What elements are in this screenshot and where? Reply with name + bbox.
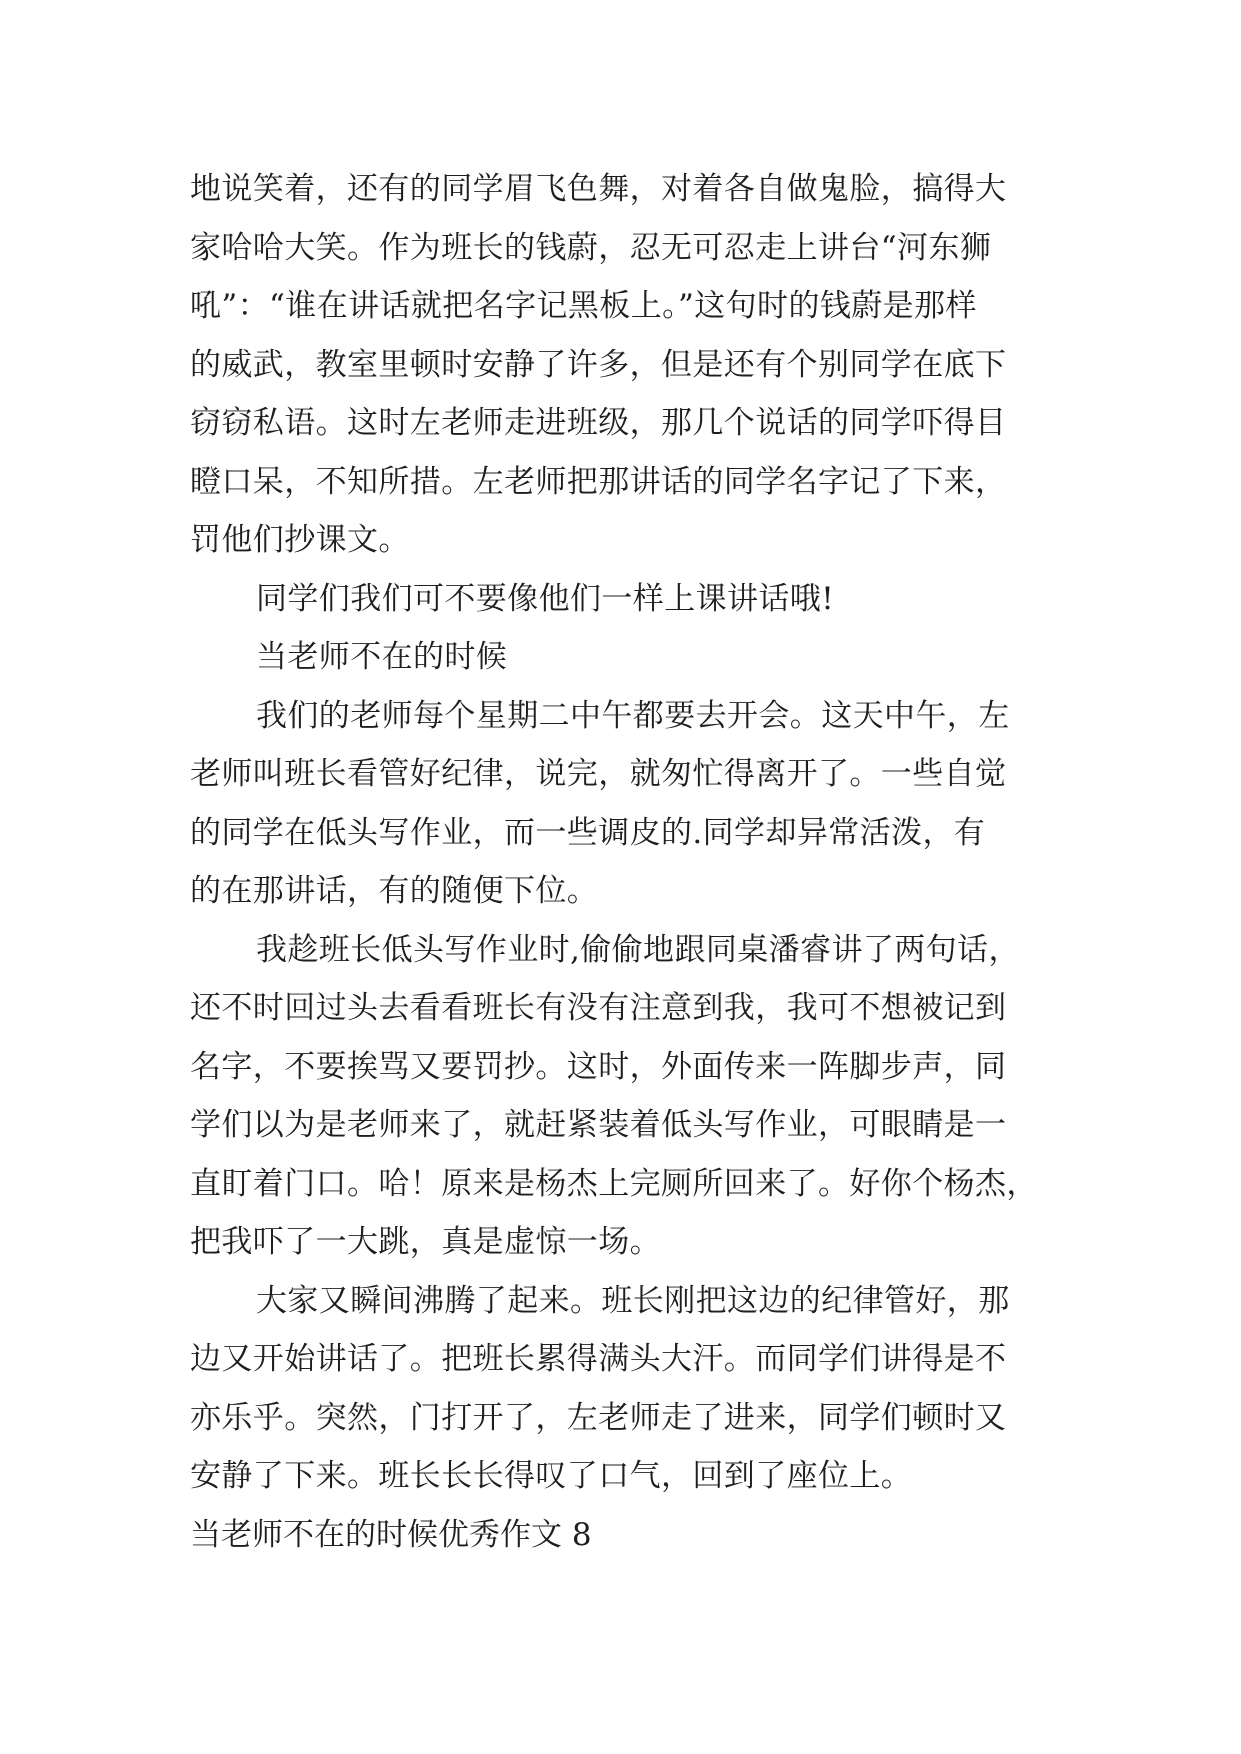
text-line-8: 同学们我们可不要像他们一样上课讲话哦! (256, 580, 835, 617)
text-line-23: 安静了下来。班长长长得叹了口气，回到了座位上。 (190, 1458, 913, 1494)
text-line-20: 大家又瞬间沸腾了起来。班长刚把这边的纪律管好，那 (256, 1282, 1010, 1319)
text-line-16: 名字，不要挨骂又要罚抄。这时，外面传来一阵脚步声，同 (190, 1048, 1007, 1085)
text-line-10: 我们的老师每个星期二中午都要去开会。这天中午，左 (256, 697, 1010, 734)
text-line-1: 地说笑着，还有的同学眉飞色舞，对着各自做鬼脸，搞得大 (190, 171, 1007, 207)
text-line-5: 窃窃私语。这时左老师走进班级，那几个说话的同学吓得目 (190, 405, 1007, 441)
text-line-22: 亦乐乎。突然，门打开了，左老师走了进来，同学们顿时又 (190, 1399, 1007, 1436)
text-line-18: 直盯着门口。哈！原来是杨杰上完厕所回来了。好你个杨杰， (190, 1165, 1038, 1202)
text-line-13: 的在那讲话，有的随便下位。 (190, 873, 599, 909)
text-line-17: 学们以为是老师来了，就赶紧装着低头写作业，可眼睛是一 (190, 1107, 1007, 1143)
text-line-11: 老师叫班长看管好纪律，说完，就匆忙得离开了。一些自觉 (190, 756, 1007, 792)
text-line-4: 的威武，教室里顿时安静了许多，但是还有个别同学在底下 (190, 346, 1007, 383)
text-line-15: 还不时回过头去看看班长有没有注意到我，我可不想被记到 (190, 990, 1007, 1026)
text-line-21: 边又开始讲话了。把班长累得满头大汗。而同学们讲得是不 (190, 1341, 1007, 1377)
text-line-19: 把我吓了一大跳，真是虚惊一场。 (190, 1224, 661, 1260)
next-essay-title: 当老师不在的时候优秀作文 8 (190, 1516, 592, 1553)
section-heading: 当老师不在的时候 (256, 639, 508, 675)
text-line-14: 我趁班长低头写作业时,偷偷地跟同桌潘睿讲了两句话， (256, 931, 1020, 968)
text-line-2: 家哈哈大笑。作为班长的钱蔚，忍无可忍走上讲台“河东狮 (190, 229, 992, 266)
text-line-3: 吼”：“谁在讲话就把名字记黑板上。”这句时的钱蔚是那样 (190, 288, 977, 324)
text-line-6: 瞪口呆，不知所措。左老师把那讲话的同学名字记了下来， (190, 463, 1007, 500)
text-line-7: 罚他们抄课文。 (190, 522, 410, 558)
document-body (190, 160, 1052, 1564)
text-line-12: 的同学在低头写作业，而一些调皮的.同学却异常活泼，有 (190, 814, 986, 851)
